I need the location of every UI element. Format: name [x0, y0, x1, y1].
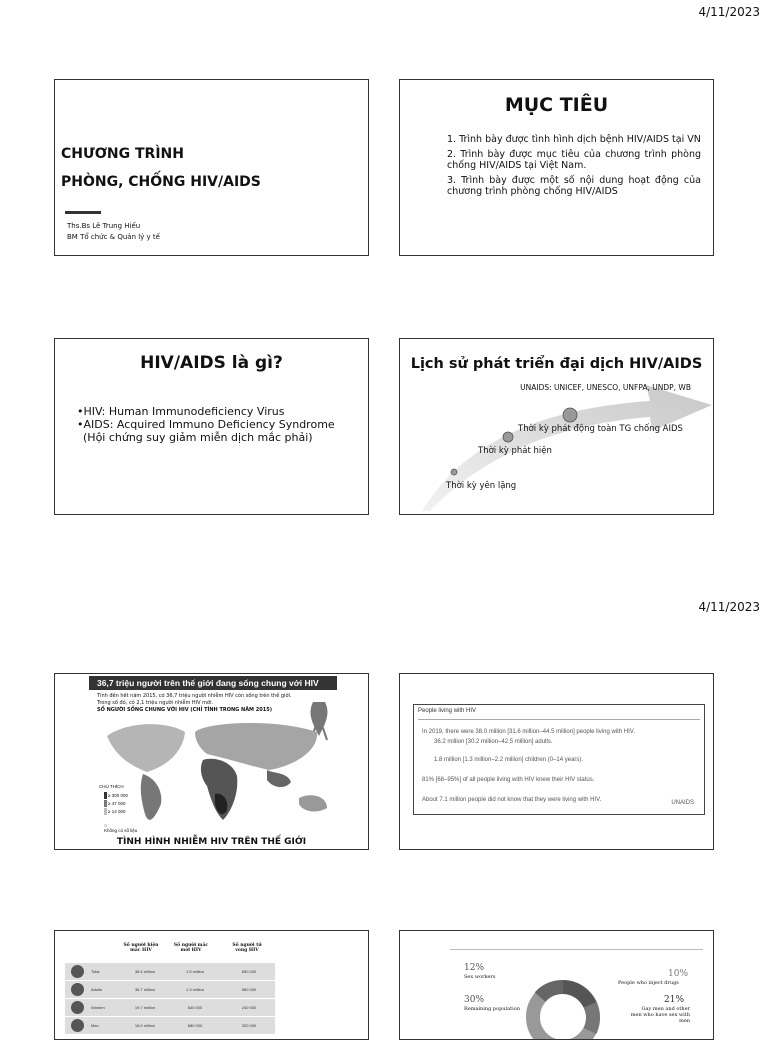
divider [65, 211, 101, 214]
table-cell: 1.5 million [185, 969, 204, 974]
plhiv-title: People living with HIV [418, 708, 477, 714]
share-value: 12% [464, 963, 485, 973]
map-subtitle: SỐ NGƯỜI SỐNG CHUNG VỚI HIV (CHỈ TÍNH TRONG NĂM 2015) [97, 707, 272, 713]
objective-item: 3. Trình bày được một số nội dung hoạt động của chương trình phòng chống HIV/AIDS [447, 175, 701, 197]
objective-item: 2. Trình bày được mục tiêu của chương trình phòng chống HIV/AIDS tại Việt Nam. [447, 149, 701, 171]
plhiv-bullet: 81% [68–95%] of all people living with HIV knew their HIV status. [422, 777, 595, 783]
definition-aids-vn: (Hội chứng suy giảm miễn dịch mắc phải) [83, 431, 313, 444]
objectives-list [447, 134, 701, 201]
table-header: Số người mắc mới HIV [173, 943, 209, 953]
plhiv-bullet: In 2019, there were 38.0 million [31.6 million–44.5 million] people living with HIV. [422, 729, 635, 735]
table-cell: 640 000 [187, 1005, 203, 1010]
table-cell: 1.3 million [185, 987, 204, 992]
table-cell: Women [91, 1005, 105, 1010]
plhiv-subbullet: 1.8 million [1.3 million–2.2 million] children (0–14 years). [434, 757, 584, 763]
share-label: People who inject drugs [618, 980, 679, 986]
share-value: 21% [664, 995, 685, 1005]
slide-heading: HIV/AIDS là gì? [140, 353, 283, 373]
table-cell: 19.7 million [134, 1005, 156, 1010]
divider [418, 719, 700, 720]
table-row [65, 999, 275, 1017]
stage1-label: Thời kỳ yên lặng [446, 481, 517, 491]
table-cell: 38.4 million [134, 969, 156, 974]
world-map-icon [55, 674, 369, 850]
map-legend-nodata: Không có số liệu [104, 828, 138, 833]
department: BM Tổ chức & Quản lý y tế [67, 233, 160, 241]
plhiv-bullet: About 7.1 million people did not know that they were living with HIV. [422, 797, 602, 803]
map-legend-item: ≥ 14 000 [108, 809, 126, 814]
slide-history [399, 338, 714, 515]
table-row [65, 981, 275, 999]
slide-title-line2: PHÒNG, CHỐNG HIV/AIDS [61, 174, 261, 190]
page-date: 4/11/2023 [698, 600, 760, 614]
table-cell: 240 000 [241, 1005, 257, 1010]
table-cell: 36.7 million [134, 987, 156, 992]
definition-hiv: •HIV: Human Immunodeficiency Virus [77, 405, 285, 418]
share-label: Sex workers [464, 974, 496, 980]
table-cell: Total [91, 969, 100, 974]
table-cell: Men [91, 1023, 99, 1028]
person-icon [71, 965, 84, 978]
table-header: Số người hiện mắc HIV [123, 943, 159, 953]
table-cell: 320 000 [241, 1023, 257, 1028]
stage3-label: Thời kỳ phát động toàn TG chống AIDS [518, 424, 683, 434]
definition-list [77, 405, 360, 444]
table-cell: 560 000 [241, 987, 257, 992]
plhiv-panel [413, 704, 705, 815]
table-cell: Adults [91, 987, 103, 992]
author: Ths.Bs Lê Trung Hiếu [67, 222, 141, 230]
map-legend-title: CHÚ THÍCH [99, 784, 124, 789]
table-cell: 650 000 [241, 969, 257, 974]
person-icon [71, 1001, 84, 1014]
table-row [65, 963, 275, 981]
plhiv-subbullet: 36.2 million [30.2 million–42.5 million] adults. [434, 739, 553, 745]
slide-objectives [399, 79, 714, 256]
unaids-logo: UNAIDS [671, 800, 694, 806]
slide-title [54, 79, 369, 256]
map-legend-item: ≥ 300 000 [108, 793, 128, 798]
table-cell: 16.9 million [134, 1023, 156, 1028]
orgs-label: UNAIDS: UNICEF, UNESCO, UNFPA, UNDP, WB [520, 383, 691, 392]
share-value: 30% [464, 995, 485, 1005]
table-row [65, 1017, 275, 1035]
table-header: Số người tử vong HIV [232, 943, 262, 953]
definition-aids: •AIDS: Acquired Immuno Deficiency Syndrome [77, 418, 335, 431]
objective-item: 1. Trình bày được tình hình dịch bệnh HIV/AIDS tại VN [447, 134, 701, 145]
slide-definition [54, 338, 369, 515]
page-date: 4/11/2023 [698, 5, 760, 19]
slide-heading: MỤC TIÊU [504, 94, 609, 116]
map-footer: TÌNH HÌNH NHIỄM HIV TRÊN THẾ GIỚI [116, 837, 307, 847]
share-value: 10% [668, 969, 689, 979]
slide-title-line1: CHƯƠNG TRÌNH [61, 146, 184, 162]
slide-people-living-with-hiv [399, 673, 714, 850]
map-subtitle: Trong số đó, có 2,1 triệu người nhiễm HIV mới. [97, 700, 214, 706]
table-cell: 680 000 [187, 1023, 203, 1028]
map-subtitle: Tính đến hết năm 2015, có 36,7 triệu người nhiễm HIV còn sống trên thế giới. [97, 693, 292, 699]
share-label: Remaining population [464, 1006, 520, 1012]
stage2-label: Thời kỳ phát hiện [478, 446, 552, 456]
person-icon [71, 983, 84, 996]
map-header: 36,7 triệu người trên thế giới đang sống chung với HIV [89, 676, 337, 690]
person-icon [71, 1019, 84, 1032]
slide-heading: Lịch sử phát triển đại dịch HIV/AIDS [410, 356, 703, 372]
map-legend-item: ≥ 47 000 [108, 801, 126, 806]
share-label: Gay men and other men who have sex with men [630, 1006, 690, 1024]
slide-world-map [54, 673, 369, 850]
